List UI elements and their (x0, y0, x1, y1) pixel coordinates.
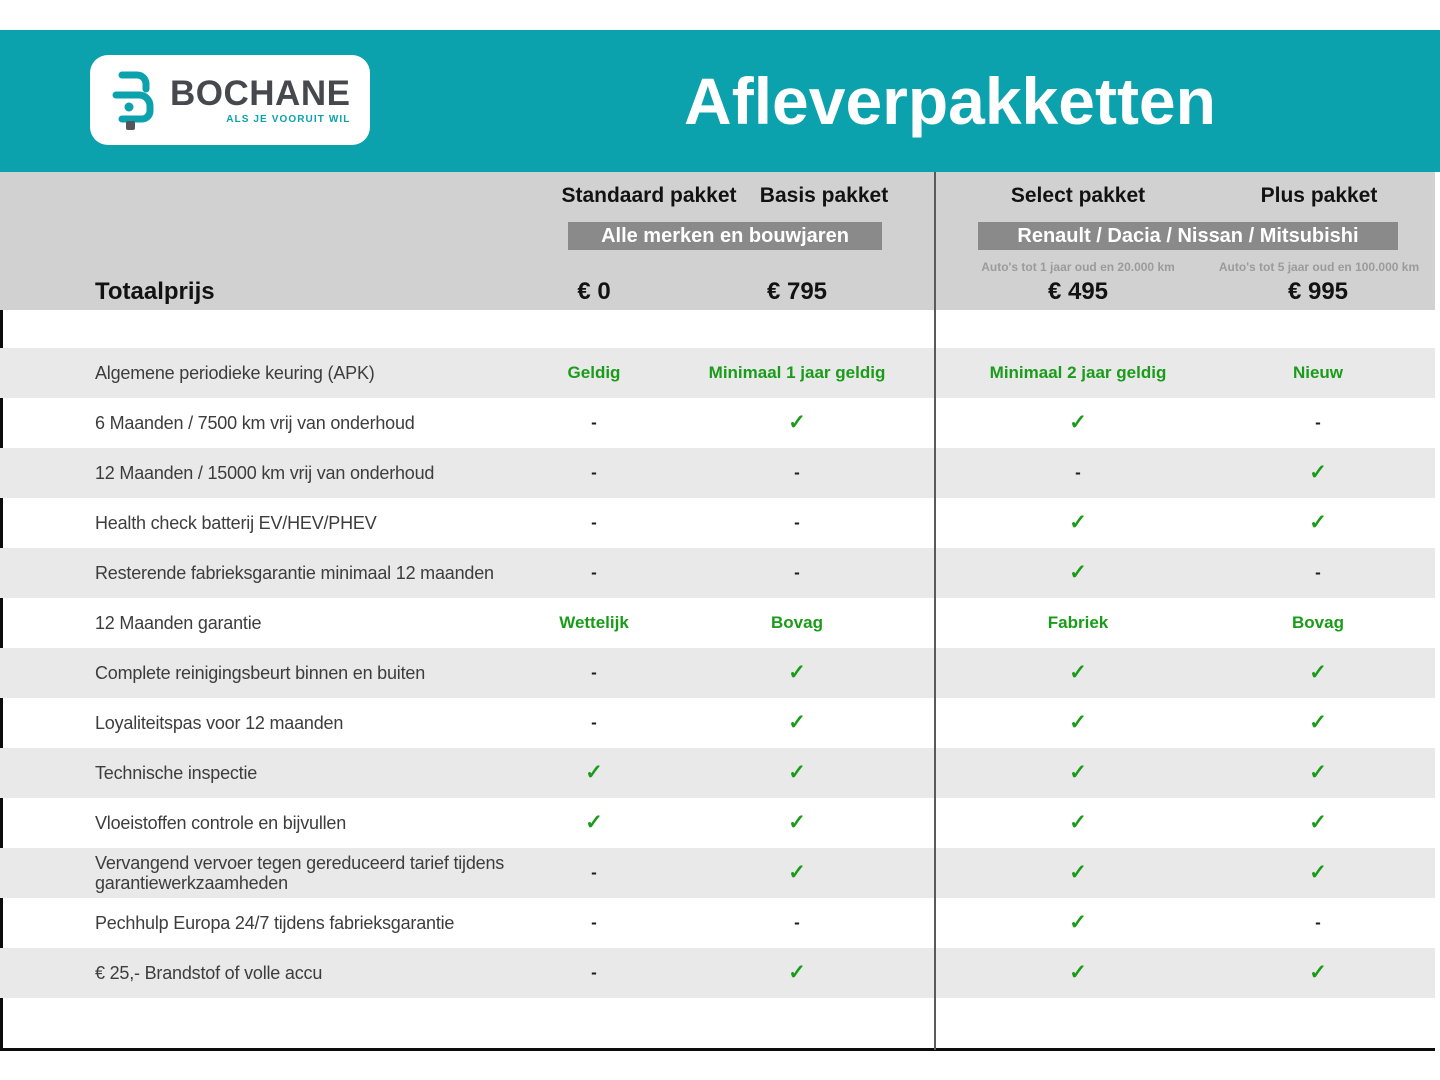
price-select: € 495 (1047, 278, 1109, 305)
dash-icon: - (591, 663, 597, 682)
price-plus: € 995 (1287, 278, 1349, 305)
row-label: Resterende fabrieksgarantie minimaal 12 maanden (95, 563, 494, 583)
check-icon: ✓ (1069, 761, 1087, 784)
dash-icon: - (1075, 463, 1081, 482)
check-icon: ✓ (1069, 711, 1087, 734)
cell-value: Nieuw (1292, 363, 1344, 382)
dash-icon: - (591, 863, 597, 882)
check-icon: ✓ (1309, 961, 1327, 984)
total-price-label: Totaalprijs (95, 278, 215, 305)
feature-row (0, 448, 1435, 498)
row-label: Pechhulp Europa 24/7 tijdens fabrieksgarantie (95, 913, 455, 933)
check-icon: ✓ (788, 661, 806, 684)
column-divider-line (934, 172, 936, 1050)
check-icon: ✓ (585, 811, 603, 834)
dash-icon: - (591, 413, 597, 432)
row-label: Health check batterij EV/HEV/PHEV (95, 513, 377, 533)
row-label: Algemene periodieke keuring (APK) (95, 363, 375, 383)
car-icon (112, 69, 160, 131)
check-icon: ✓ (1069, 561, 1087, 584)
teal-header-band (0, 30, 1440, 172)
feature-row (0, 948, 1435, 998)
feature-row (0, 548, 1435, 598)
row-label: 6 Maanden / 7500 km vrij van onderhoud (95, 413, 415, 433)
dash-icon: - (591, 713, 597, 732)
dash-icon: - (591, 913, 597, 932)
check-icon: ✓ (1069, 661, 1087, 684)
feature-row (0, 348, 1435, 398)
cell-value: Bovag (1292, 613, 1344, 632)
row-label: Loyaliteitspas voor 12 maanden (95, 713, 344, 733)
check-icon: ✓ (788, 761, 806, 784)
column-name-standaard: Standaard pakket (561, 184, 737, 207)
check-icon: ✓ (1309, 811, 1327, 834)
dash-icon: - (794, 513, 800, 532)
packages-header-band (0, 172, 1435, 310)
feature-row (0, 398, 1435, 448)
feature-row (0, 598, 1435, 648)
check-icon: ✓ (788, 861, 806, 884)
logo-wordmark: BOCHANE (170, 73, 351, 113)
price-basis: € 795 (766, 278, 828, 305)
page-title: Afleverpakketten (684, 64, 1216, 138)
row-label: Vloeistoffen controle en bijvullen (95, 813, 347, 833)
check-icon: ✓ (1309, 711, 1327, 734)
dash-icon: - (591, 563, 597, 582)
feature-row (0, 848, 1435, 898)
column-name-plus: Plus pakket (1260, 184, 1378, 207)
check-icon: ✓ (1309, 661, 1327, 684)
feature-row (0, 498, 1435, 548)
check-icon: ✓ (1069, 811, 1087, 834)
check-icon: ✓ (1309, 861, 1327, 884)
check-icon: ✓ (1309, 761, 1327, 784)
check-icon: ✓ (1069, 861, 1087, 884)
dash-icon: - (1315, 913, 1321, 932)
dash-icon: - (591, 513, 597, 532)
brands-badge-renault-group: Renault / Dacia / Nissan / Mitsubishi (978, 222, 1398, 250)
row-label: Complete reinigingsbeurt binnen en buiten (95, 663, 426, 683)
dash-icon: - (1315, 413, 1321, 432)
column-note-select: Auto's tot 1 jaar oud en 20.000 km (981, 260, 1175, 274)
check-icon: ✓ (788, 411, 806, 434)
row-label: Vervangend vervoer tegen gereduceerd tarief tijdens garantiewerkzaamheden (95, 853, 505, 893)
column-note-plus: Auto's tot 5 jaar oud en 100.000 km (1218, 260, 1420, 274)
check-icon: ✓ (1309, 461, 1327, 484)
check-icon: ✓ (1069, 411, 1087, 434)
feature-row (0, 898, 1435, 948)
feature-rows (0, 348, 1435, 998)
dash-icon: - (794, 463, 800, 482)
cell-value: Wettelijk (559, 613, 629, 632)
cell-value: Minimaal 2 jaar geldig (989, 363, 1167, 382)
check-icon: ✓ (1069, 911, 1087, 934)
check-icon: ✓ (585, 761, 603, 784)
cell-value: Bovag (771, 613, 823, 632)
feature-row (0, 698, 1435, 748)
dash-icon: - (591, 963, 597, 982)
row-label: Technische inspectie (95, 763, 258, 783)
cell-value: Fabriek (1047, 613, 1109, 632)
column-name-basis: Basis pakket (759, 184, 889, 207)
row-label: 12 Maanden / 15000 km vrij van onderhoud (95, 463, 435, 483)
row-label: 12 Maanden garantie (95, 613, 262, 633)
cell-value: Geldig (567, 363, 621, 382)
dash-icon: - (1315, 563, 1321, 582)
check-icon: ✓ (788, 711, 806, 734)
column-name-select: Select pakket (1010, 184, 1146, 207)
row-label: € 25,- Brandstof of volle accu (95, 963, 323, 983)
check-icon: ✓ (788, 811, 806, 834)
feature-row (0, 748, 1435, 798)
dash-icon: - (794, 563, 800, 582)
check-icon: ✓ (1069, 961, 1087, 984)
table-bottom-border (0, 1048, 1435, 1051)
logo-text-block (170, 73, 351, 125)
check-icon: ✓ (1069, 511, 1087, 534)
logo-tagline: ALS JE VOORUIT WIL (226, 113, 351, 125)
bochane-logo (90, 55, 370, 145)
feature-row (0, 648, 1435, 698)
dash-icon: - (794, 913, 800, 932)
check-icon: ✓ (1309, 511, 1327, 534)
cell-value: Minimaal 1 jaar geldig (708, 363, 886, 382)
feature-row (0, 798, 1435, 848)
price-standaard: € 0 (577, 278, 611, 305)
check-icon: ✓ (788, 961, 806, 984)
dash-icon: - (591, 463, 597, 482)
brands-badge-all: Alle merken en bouwjaren (568, 222, 882, 250)
